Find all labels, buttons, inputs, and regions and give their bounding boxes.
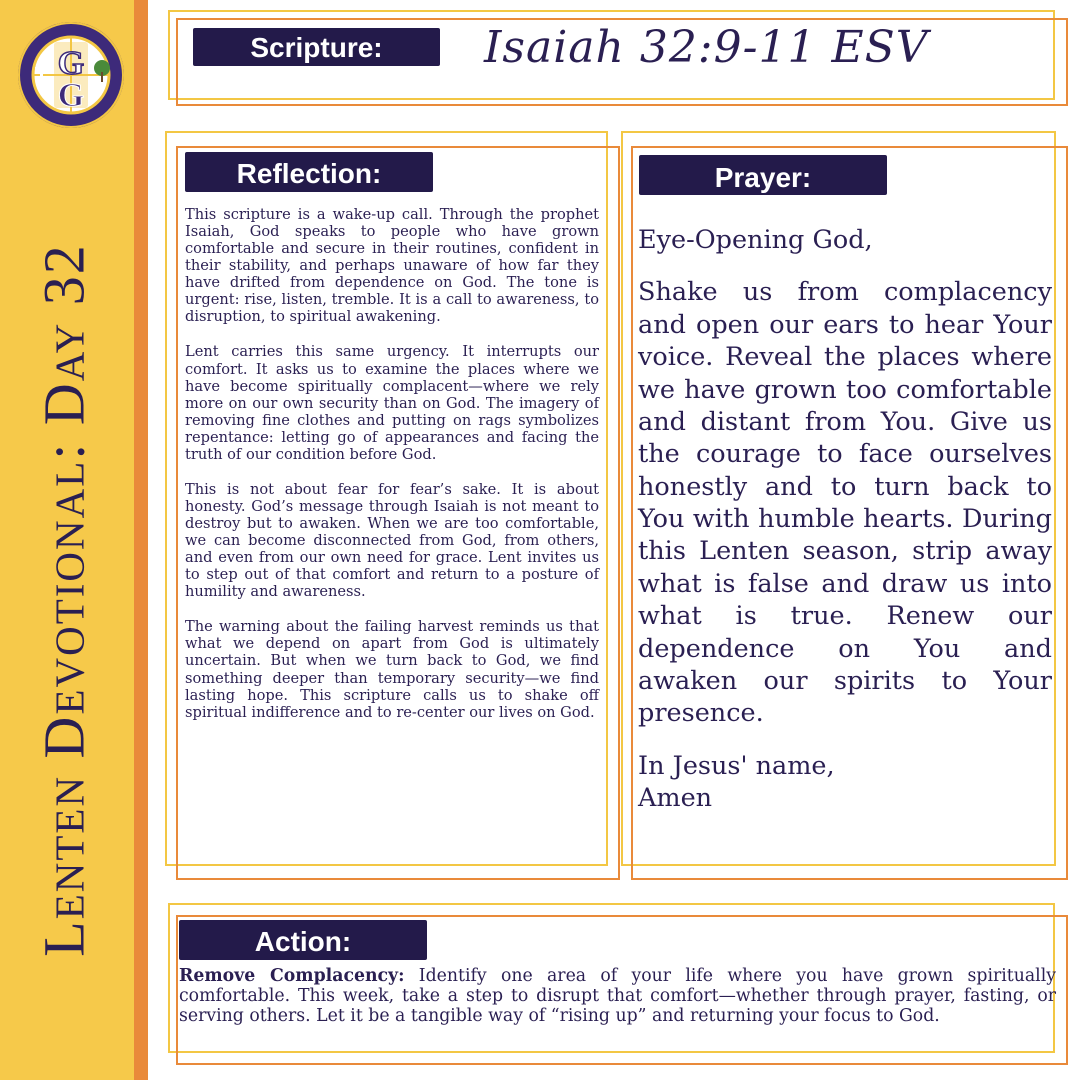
action-label: Action:: [179, 920, 427, 960]
reflection-label: Reflection:: [185, 152, 433, 192]
sidebar-stripe: [134, 0, 148, 1080]
reflection-paragraph-4: The warning about the failing harvest reminds us that what we depend on apart from God is ultimately uncertain. But when we turn back to God, we find something deeper than temporary security—we find lasting hope. This scripture calls us to shake off spiritual indifference and to re-center our lives on God.: [185, 618, 599, 721]
action-description: Identify one area of your life where you have grown spiritually comfortable. This week, take a step to disrupt that comfort—whether through prayer, fasting, or serving others. Let it be a tangible way of “rising up” and returning your focus to God.: [179, 966, 1056, 1027]
reflection-paragraph-3: This is not about fear for fear’s sake. It is about honesty. God’s message through Isaiah is not meant to destroy but to awaken. When we are too comfortable, we can become disconnected from God, from others, and even from our own need for grace. Lent invites us to step out of that comfort and return to a posture of humility and awareness.: [185, 480, 599, 601]
prayer-closing-line-1: In Jesus' name,: [638, 750, 835, 781]
reflection-body: [185, 206, 599, 739]
svg-text:G: G: [57, 45, 85, 82]
action-body: [179, 966, 1056, 1026]
action-lead: Remove Complacency:: [179, 966, 405, 986]
scripture-label: Scripture:: [193, 28, 440, 66]
devotional-title: Lenten Devotional: Day 32: [31, 243, 97, 957]
logo-emblem-icon: [16, 20, 126, 130]
prayer-label: Prayer:: [639, 155, 887, 195]
scripture-reference: Isaiah 32:9-11 ESV: [484, 22, 929, 73]
prayer-greeting: Eye-Opening God,: [638, 225, 873, 255]
reflection-paragraph-1: This scripture is a wake-up call. Through the prophet Isaiah, God speaks to people who have grown comfortable and secure in their routines, confident in their stability, and perhaps unaware of how far they have drifted from dependence on God. The tone is urgent: rise, listen, tremble. It is a call to awareness, to disruption, to spiritual awakening.: [185, 206, 599, 326]
prayer-closing-line-2: Amen: [638, 783, 713, 813]
church-logo: [16, 20, 126, 130]
svg-text:G: G: [57, 77, 85, 114]
reflection-paragraph-2: Lent carries this same urgency. It interrupts our comfort. It asks us to examine the places where we have become spiritually complacent—where we rely more on our own security than on God. The imagery of removing fine clothes and putting on rags symbolizes repentance: letting go of appearances and facing the truth of our condition before God.: [185, 343, 599, 463]
prayer-paragraph: Shake us from complacency and open our ears to hear Your voice. Reveal the places where we have grown too comfortable and distant from You. Give us the courage to face ourselves honestly and to turn back to You with humble hearts. During this Lenten season, strip away what is false and draw us into what is true. Renew our dependence on You and awaken our spirits to Your presence.: [638, 277, 1052, 729]
prayer-body: [638, 224, 1052, 814]
